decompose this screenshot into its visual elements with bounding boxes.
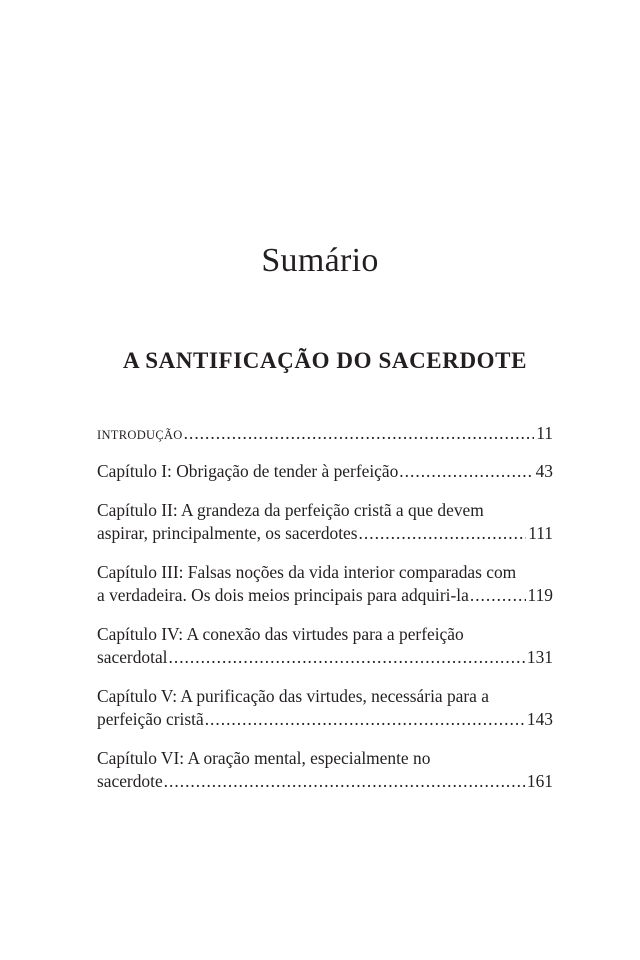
toc-entry-title-line2: sacerdotal [97, 647, 168, 667]
toc-entry-title-line1: Capítulo III: Falsas noções da vida interior comparadas com [97, 562, 517, 582]
toc-entry-chapter-3 [97, 561, 553, 607]
toc-page-number: 119 [527, 585, 553, 605]
dot-leader [184, 422, 535, 445]
toc-page-number: 11 [536, 423, 553, 443]
section-title: A SANTIFICAÇÃO DO SACERDOTE [122, 348, 528, 373]
toc-entry-title-line2: aspirar, principalmente, os sacerdotes [97, 523, 358, 543]
toc-entry-chapter-6 [97, 747, 553, 793]
page-title: Sumário [261, 242, 379, 279]
toc-page-number: 143 [526, 709, 553, 729]
dot-leader [205, 708, 525, 731]
toc-leader-line [97, 522, 553, 545]
toc-leader-line [97, 646, 553, 669]
toc-entry-chapter-2 [97, 499, 553, 545]
dot-leader [359, 522, 527, 545]
toc-page-number: 131 [526, 647, 553, 667]
dot-leader [169, 646, 525, 669]
toc-entry-title: Capítulo I: Obrigação de tender à perfeição [97, 461, 399, 481]
toc-entry-title-line2: perfeição cristã [97, 709, 204, 729]
toc-entry-title-line1: Capítulo IV: A conexão das virtudes para a perfeição [97, 624, 464, 644]
toc-leader-line [97, 584, 553, 607]
toc-leader-line [97, 770, 553, 793]
toc-leader-line [97, 422, 553, 447]
toc-entry-title-line2: sacerdote [97, 771, 163, 791]
dot-leader [470, 584, 526, 607]
toc-entry-title: INTRODUÇÃO [97, 428, 183, 442]
toc-entry-title-line2: a verdadeira. Os dois meios principais para adquiri-la [97, 585, 469, 605]
toc-entry-chapter-5 [97, 685, 553, 731]
toc-entry-title-line1: Capítulo V: A purificação das virtudes, necessária para a [97, 686, 489, 706]
toc-entry-title-line1: Capítulo VI: A oração mental, especialmente no [97, 748, 431, 768]
toc-leader-line [97, 708, 553, 731]
toc-leader-line [97, 460, 553, 483]
toc-entry-title-line1: Capítulo II: A grandeza da perfeição cristã a que devem [97, 500, 484, 520]
table-of-contents [97, 422, 553, 809]
toc-page-number: 161 [526, 771, 553, 791]
dot-leader [164, 770, 525, 793]
toc-page-number: 111 [528, 523, 553, 543]
toc-entry-introduction [97, 422, 553, 447]
toc-entry-chapter-1 [97, 460, 553, 483]
dot-leader [399, 460, 533, 483]
toc-page-number: 43 [535, 461, 553, 481]
toc-entry-chapter-4 [97, 623, 553, 669]
